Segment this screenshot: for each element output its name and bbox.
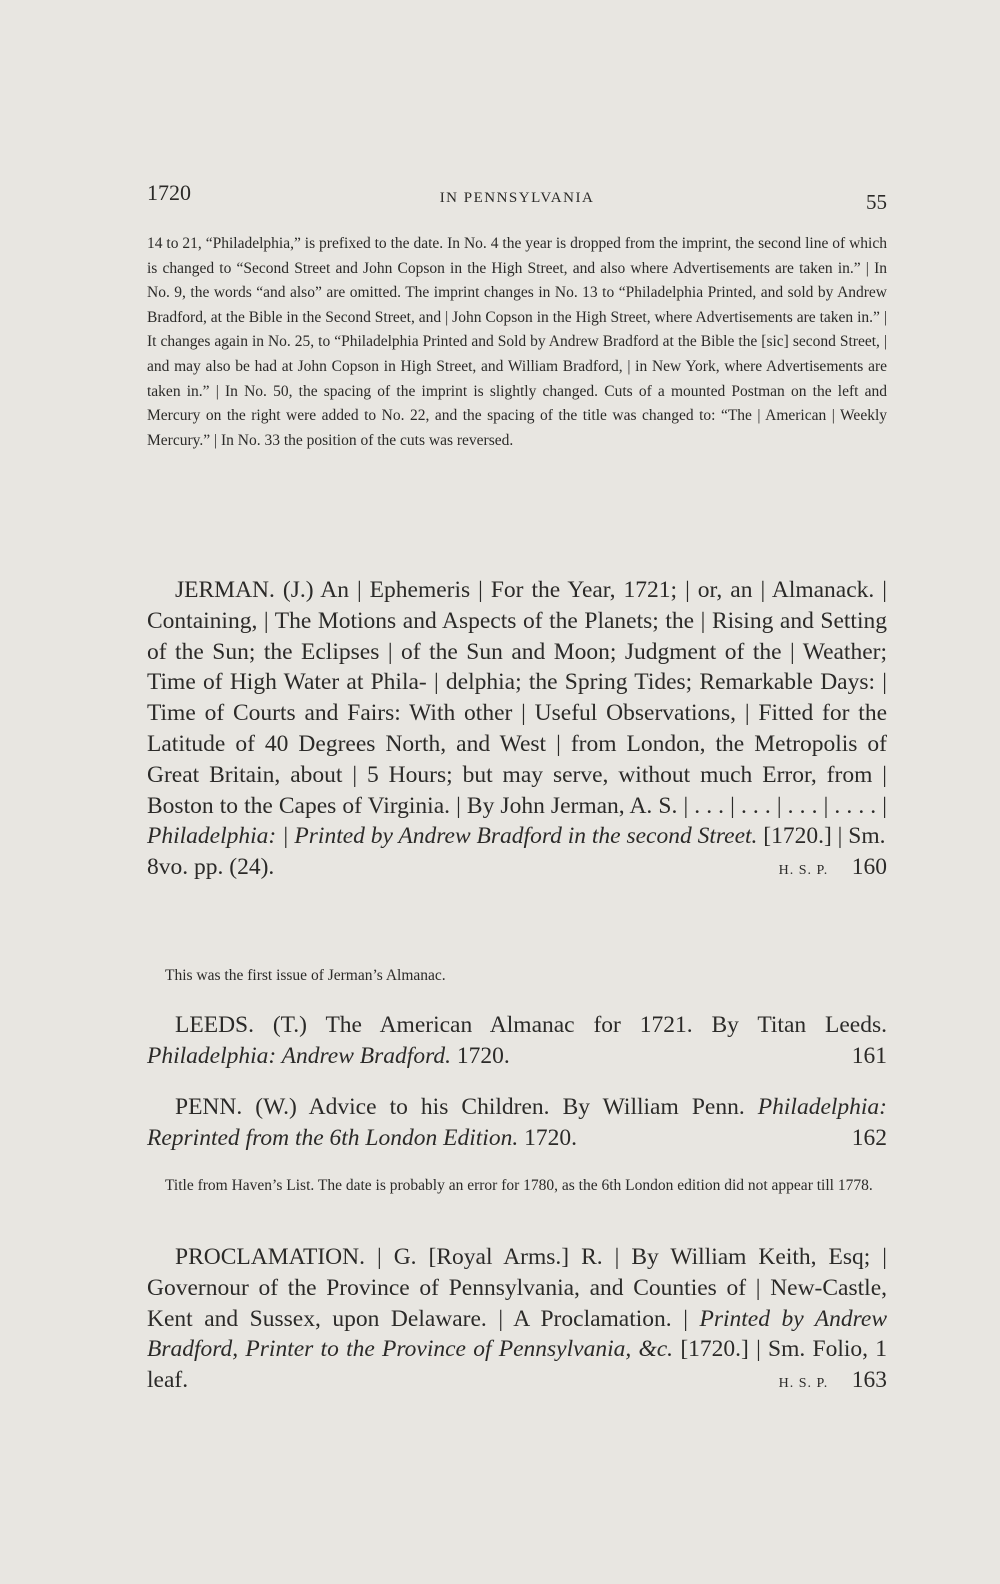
page-number: 55 [866, 190, 887, 214]
entry-penn [147, 1092, 887, 1154]
intro-note: 14 to 21, “Philadelphia,” is prefixed to the date. In No. 4 the year is dropped from the imprint, the second line of which is changed to “Second Street and John Copson in the High Street, and also where Advertisements are taken in.” | In No. 9, the words “and also” are omitted. The imprint changes in No. 13 to “Philadelphia Printed, and sold by Andrew Bradford, at the Bible in the Second Street, and | John Copson in the High Street, where Advertisements are taken in.” | It changes again in No. 25, to “Philadelphia Printed and Sold by Andrew Bradford at the Bible the [sic] second Street, | and may also be had at John Copson in High Street, and William Bradford, | in New York, where Advertisements are taken in.” | In No. 50, the spacing of the imprint is slightly changed. Cuts of a mounted Postman on the left and Mercury on the right were added to No. 22, and the spacing of the title was changed to: “The | American | Weekly Mercury.” | In No. 33 the position of the cuts was reversed. [147, 235, 887, 449]
entry-proclamation [147, 1242, 887, 1400]
entry-imprint: Philadelphia: Reprinted from the 6th London Edition. [147, 1094, 888, 1151]
entry-date: 1720. [456, 1042, 510, 1069]
entry-leeds [147, 1010, 887, 1072]
entry-date: [1720.] | Sm. Folio, 1 leaf. [147, 1336, 887, 1394]
running-header [147, 180, 887, 216]
entry-date: 1720. [524, 1124, 577, 1151]
entry-imprint: Philadelphia: | Printed by Andrew Bradford in the second Street. [147, 823, 758, 850]
entry-heading: PENN. (W.) [175, 1094, 297, 1120]
entry-heading: PROCLAMATION. [175, 1244, 365, 1270]
entry-body: | G. [Royal Arms.] R. | By William Keith, Esq; | Governour of the Province of Pennsylvania, and Counties of | New-Castle, Kent and Sussex, upon Delaware. | A Proclamation. | [147, 1244, 887, 1332]
entry-body: Advice to his Children. By William Penn. [308, 1094, 745, 1120]
entry-heading: LEEDS. (T.) [175, 1012, 307, 1038]
entry-date: [1720.] | Sm. [763, 823, 886, 850]
entry-number: 160 [851, 854, 887, 881]
entry-imprint: Printed by Andrew Bradford, Printer to the Province of Pennsylvania, &c. [147, 1305, 888, 1363]
entry-location: H. S. P. [778, 1376, 829, 1392]
entry-body: The American Almanac for 1721. By Titan Leeds. [325, 1012, 888, 1038]
header-year: 1720 [147, 180, 191, 205]
entry-body: An | Ephemeris | For the Year, 1721; | or, an | Almanack. | Containing, | The Motions and Aspects of the Planets; the | Rising and Setting of the Sun; the Eclipses | of the Sun and Moon; Judgment of the | Weather; Time of High Water at Phila- | delphia; the Spring Tides; Remarkable Days: | Time of Courts and Fairs: With other | Useful Observations, | Fitted for the Latitude of 40 Degrees North, and West | from London, the Metropolis of Great Britain, about | 5 Hours; but may serve, without much Error, from | Boston to the Capes of Virginia. | By John Jerman, A. S. | . . . | . . . | . . . | . . . . | [147, 577, 887, 819]
entry-location: H. S. P. [778, 863, 829, 879]
entry-number: 161 [851, 1042, 887, 1069]
entry-imprint: Philadelphia: Andrew Bradford. [147, 1042, 451, 1069]
entry-jerman [147, 575, 887, 887]
entry-heading: JERMAN. (J.) [175, 577, 314, 603]
entry-footer-line [147, 852, 887, 887]
entry-number: 162 [851, 1124, 887, 1151]
entry-format: 8vo. pp. (24). [147, 854, 275, 881]
entry-note-penn: Title from Haven’s List. The date is probably an error for 1780, as the 6th London edition did not appear till 1778. [165, 1177, 873, 1194]
entry-note-jerman: This was the first issue of Jerman’s Almanac. [165, 967, 446, 984]
header-title: IN PENNSYLVANIA [439, 190, 595, 206]
entry-number: 163 [851, 1367, 887, 1394]
